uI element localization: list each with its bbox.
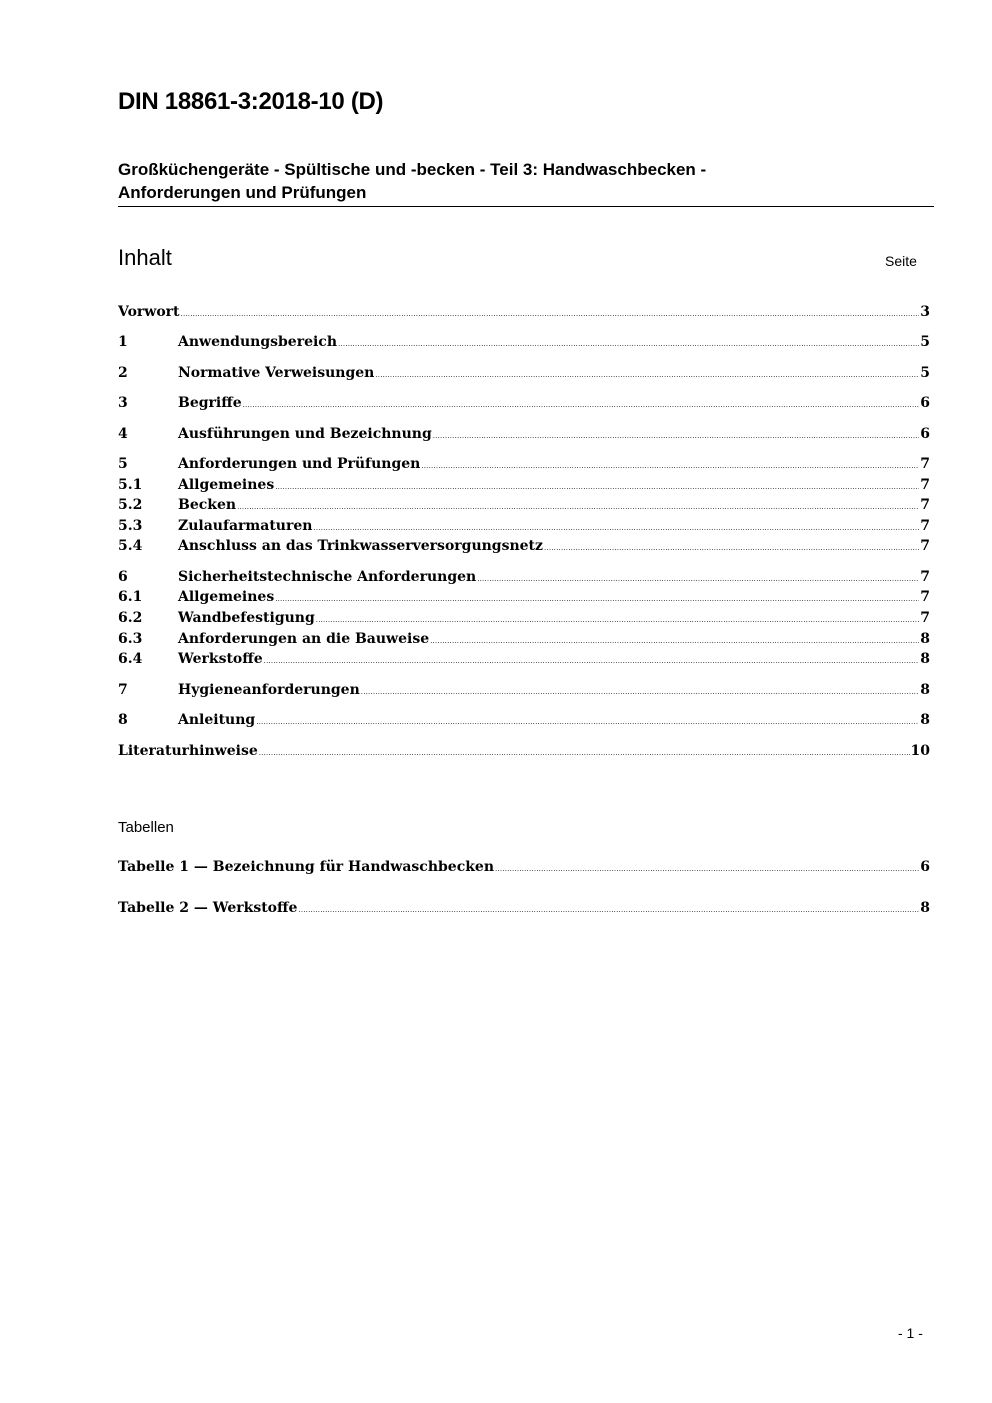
- toc-entry-label: Anleitung: [178, 712, 256, 728]
- toc-entry-label: Sicherheitstechnische Anforderungen: [178, 569, 477, 585]
- toc-entry-number: 8: [118, 712, 128, 728]
- toc-entry-label: Allgemeines: [178, 589, 275, 605]
- toc-entry-3[interactable]: [118, 393, 930, 413]
- toc-entry-number: 5.3: [118, 518, 143, 534]
- toc-entry-number: 6: [118, 569, 128, 585]
- footer-page-number: - 1 -: [898, 1325, 923, 1341]
- toc-entry-page: 7: [920, 518, 930, 534]
- toc-entry-page: 8: [920, 651, 930, 667]
- toc-entry-page: 7: [920, 569, 930, 585]
- toc-entry-6-3[interactable]: [118, 629, 930, 649]
- toc-leader-dots: [361, 682, 919, 702]
- toc-page-column-label: Seite: [885, 253, 917, 269]
- toc-entry-label: Normative Verweisungen: [178, 365, 375, 381]
- toc-entry-number: 2: [118, 365, 128, 381]
- toc-entry-label: Begriffe: [178, 395, 242, 411]
- toc-entry-page: 6: [920, 426, 930, 442]
- toc-entry-5[interactable]: [118, 454, 930, 474]
- toc-entry-number: 1: [118, 334, 128, 350]
- toc-entry-page: 7: [920, 477, 930, 493]
- toc-leader-dots: [181, 304, 920, 324]
- toc-entry-page: 5: [920, 334, 930, 350]
- toc-leader-dots: [316, 610, 919, 630]
- toc-entry-label: Wandbefestigung: [178, 610, 315, 626]
- toc-entry-literaturhinweise[interactable]: [118, 741, 930, 761]
- toc-entry-number: 6.1: [118, 589, 143, 605]
- toc-entry-number: 6.2: [118, 610, 143, 626]
- toc-entry-page: 8: [920, 712, 930, 728]
- toc-leader-dots: [433, 426, 920, 446]
- toc-entry-label: Becken: [178, 497, 237, 513]
- toc-entry-label: Anforderungen an die Bauweise: [178, 631, 430, 647]
- toc-leader-dots: [430, 631, 919, 651]
- toc-heading: Inhalt: [118, 245, 172, 270]
- table-entry-1[interactable]: [118, 857, 930, 877]
- toc-entry-5-3[interactable]: [118, 516, 930, 536]
- toc-leader-dots: [338, 334, 919, 354]
- toc-entry-number: 5.2: [118, 497, 143, 513]
- toc-entry-page: 8: [920, 682, 930, 698]
- toc-entry-number: 5.4: [118, 538, 143, 554]
- toc-entry-page: 7: [920, 497, 930, 513]
- toc-entry-5-1[interactable]: [118, 475, 930, 495]
- toc-entry-page: 7: [920, 610, 930, 626]
- toc-entry-page: 10: [910, 743, 930, 759]
- toc-entry-label: Anschluss an das Trinkwasserversorgungsnetz: [178, 538, 543, 554]
- subtitle-line-2: Anforderungen und Prüfungen: [118, 183, 367, 202]
- toc-entry-number: 7: [118, 682, 128, 698]
- toc-entry-page: 8: [920, 631, 930, 647]
- toc-entry-label: Hygieneanforderungen: [178, 682, 360, 698]
- toc-leader-dots: [259, 743, 910, 763]
- toc-entry-8[interactable]: [118, 710, 930, 730]
- toc-entry-label: Allgemeines: [178, 477, 275, 493]
- table-entry-page: 8: [920, 900, 930, 916]
- toc-entry-page: 5: [920, 365, 930, 381]
- title-divider: [118, 206, 934, 207]
- toc-entry-number: 6.4: [118, 651, 143, 667]
- table-entry-2[interactable]: [118, 898, 930, 918]
- toc-leader-dots: [298, 900, 919, 920]
- toc-entry-page: 7: [920, 538, 930, 554]
- toc-entry-page: 7: [920, 456, 930, 472]
- tables-heading: Tabellen: [118, 819, 174, 836]
- toc-entry-6-2[interactable]: [118, 608, 930, 628]
- toc-entry-number: 3: [118, 395, 128, 411]
- toc-entry-5-4[interactable]: [118, 536, 930, 556]
- toc-entry-number: 6.3: [118, 631, 143, 647]
- toc-entry-4[interactable]: [118, 424, 930, 444]
- table-entry-label: Tabelle 2 — Werkstoffe: [118, 900, 298, 916]
- toc-entry-label: Ausführungen und Bezeichnung: [178, 426, 432, 442]
- toc-entry-number: 4: [118, 426, 128, 442]
- document-subtitle: [118, 158, 934, 204]
- toc-entry-page: 7: [920, 589, 930, 605]
- toc-entry-6-1[interactable]: [118, 587, 930, 607]
- toc-entry-vorwort[interactable]: [118, 302, 930, 322]
- toc-leader-dots: [477, 569, 919, 589]
- toc-entry-number: 5.1: [118, 477, 143, 493]
- toc-entry-label: Werkstoffe: [178, 651, 263, 667]
- toc-leader-dots: [375, 365, 919, 385]
- toc-entry-label: Anforderungen und Prüfungen: [178, 456, 421, 472]
- toc-entry-page: 3: [920, 304, 930, 320]
- subtitle-line-1: Großküchengeräte - Spültische und -becken - Teil 3: Handwaschbecken -: [118, 160, 707, 179]
- toc-entry-label: Vorwort: [118, 304, 180, 320]
- toc-leader-dots: [495, 859, 919, 879]
- toc-entry-1[interactable]: [118, 332, 930, 352]
- toc-leader-dots: [544, 538, 919, 558]
- table-entry-page: 6: [920, 859, 930, 875]
- toc-entry-page: 6: [920, 395, 930, 411]
- toc-entry-5-2[interactable]: [118, 495, 930, 515]
- table-entry-label: Tabelle 1 — Bezeichnung für Handwaschbecken: [118, 859, 495, 875]
- document-title: DIN 18861-3:2018-10 (D): [118, 88, 384, 115]
- toc-entry-7[interactable]: [118, 680, 930, 700]
- toc-entry-6-4[interactable]: [118, 649, 930, 669]
- toc-leader-dots: [243, 395, 920, 415]
- toc-entry-label: Literaturhinweise: [118, 743, 258, 759]
- toc-leader-dots: [237, 497, 919, 517]
- toc-leader-dots: [313, 518, 919, 538]
- toc-leader-dots: [264, 651, 920, 671]
- toc-leader-dots: [275, 589, 919, 609]
- toc-entry-2[interactable]: [118, 363, 930, 383]
- toc-entry-label: Zulaufarmaturen: [178, 518, 313, 534]
- toc-leader-dots: [256, 712, 919, 732]
- toc-entry-6[interactable]: [118, 567, 930, 587]
- toc-entry-number: 5: [118, 456, 128, 472]
- toc-entry-label: Anwendungsbereich: [178, 334, 337, 350]
- toc-leader-dots: [275, 477, 919, 497]
- toc-leader-dots: [421, 456, 919, 476]
